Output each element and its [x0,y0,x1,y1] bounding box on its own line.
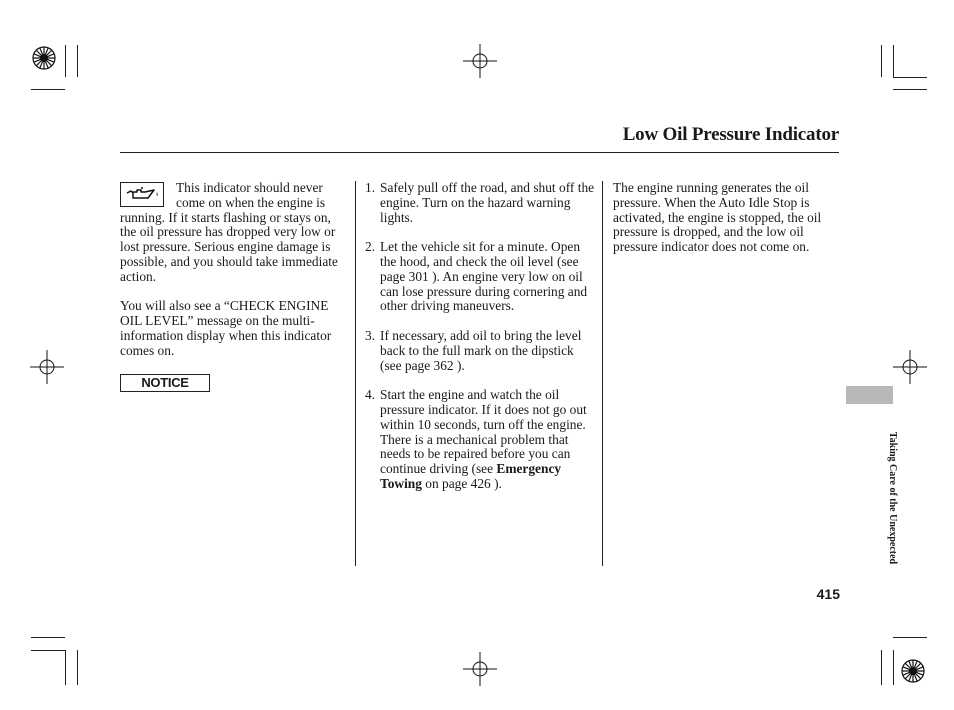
step-number: 2. [365,239,376,255]
steps-list [365,181,597,492]
page-title: Low Oil Pressure Indicator [622,124,839,145]
list-item [365,329,597,373]
title-rule [120,152,839,153]
crop-mark [31,650,65,651]
color-target-icon [900,658,926,684]
registration-mark-icon [30,350,64,384]
step-number: 1. [365,180,376,195]
right-column [613,181,841,255]
crop-mark [893,45,894,77]
column-divider [602,181,603,566]
crop-mark [893,650,894,685]
page-reference-link[interactable]: 362 [433,357,454,373]
list-item [365,181,597,225]
page-number: 415 [816,586,840,602]
crop-mark [881,650,882,685]
step-number: 3. [365,327,376,343]
registration-mark-icon [463,44,497,78]
intro-paragraph: running. If it starts flashing or stays on, the oil pressure has dropped very low or lost pressure. Serious engine damage is possible, and you should take immediate action. [120,209,338,284]
crop-mark [893,89,927,90]
step-text: ). [453,357,465,373]
middle-column [365,181,597,507]
step-text: Let the vehicle sit for a minute. Open the hood, and check the oil level (see page [380,239,581,284]
list-item [365,388,597,492]
step-text: If necessary, add oil to bring the level back to the full mark on the dipstick (see page [380,327,582,373]
step-text: ). An engine very low on oil can lose pressure during cornering and other driving maneuvers. [380,268,588,314]
notice-label: NOTICE [120,374,210,392]
registration-mark-icon [893,350,927,384]
column-divider [355,181,356,566]
left-column [120,181,348,359]
registration-mark-icon [463,652,497,686]
page-reference-link[interactable]: 301 [408,268,429,284]
crop-mark [65,45,66,77]
crop-mark [31,637,65,638]
section-tab [846,386,893,404]
crop-mark [881,45,882,77]
step-number: 4. [365,387,376,403]
crop-mark [65,650,66,685]
section-label: Taking Care of the Unexpected [887,431,898,565]
crop-mark [893,637,927,638]
intro-first-lines: This indicator should never come on when the engine is [176,180,326,210]
crop-mark [77,45,78,77]
step-text: ). [490,475,502,491]
color-target-icon [31,45,57,71]
step-text: Start the engine and watch the oil pressure indicator. If it does not go out within 10 seconds, turn off the engine. There is a mechanical problem that needs to be repaired before you can continue driving (see [380,387,587,477]
step-text: Safely pull off the road, and shut off the engine. Turn on the hazard warning lights. [380,180,595,225]
page-reference-link[interactable]: 426 [470,475,491,491]
crop-mark [31,89,65,90]
emergency-towing-link[interactable]: Emergency Towing [380,461,562,491]
crop-mark [77,650,78,685]
auto-idle-paragraph: The engine running generates the oil pressure. When the Auto Idle Stop is activated, the engine is stopped, the oil pressure is dropped, and the low oil pressure indicator does not come on. [613,180,822,255]
check-engine-paragraph: You will also see a “CHECK ENGINE OIL LEVEL” message on the multi-information display when this indicator comes on. [120,298,332,358]
list-item [365,240,597,314]
crop-mark [893,77,927,78]
step-text: on page [421,475,471,491]
